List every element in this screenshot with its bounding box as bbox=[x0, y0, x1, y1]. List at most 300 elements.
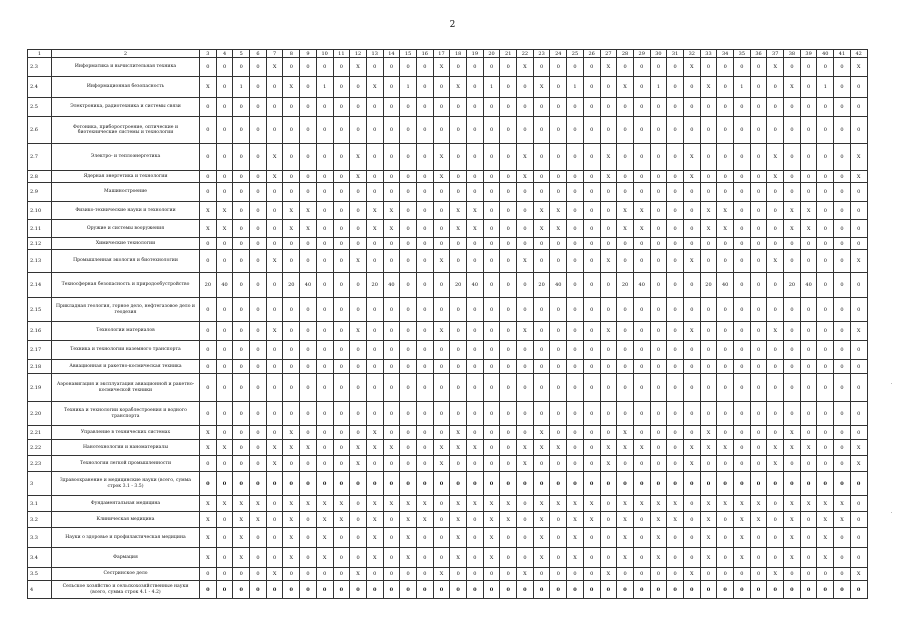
table-cell: 0 bbox=[834, 98, 851, 117]
table-cell: 0 bbox=[717, 402, 734, 426]
table-cell: 0 bbox=[467, 298, 484, 322]
table-cell: 0 bbox=[717, 581, 734, 599]
column-header: 7 bbox=[266, 50, 283, 58]
table-cell: 0 bbox=[233, 117, 250, 144]
table-cell: 0 bbox=[383, 183, 400, 202]
table-cell: 0 bbox=[800, 456, 817, 472]
table-cell: 0 bbox=[250, 322, 267, 341]
row-name: Техника и технологии кораблестроения и водного транспорта bbox=[52, 402, 200, 426]
table-cell: 0 bbox=[483, 144, 500, 171]
table-cell: 0 bbox=[533, 360, 550, 374]
table-cell: 0 bbox=[250, 568, 267, 581]
table-cell: 0 bbox=[433, 528, 450, 548]
table-cell: 0 bbox=[784, 322, 801, 341]
table-cell: 0 bbox=[617, 374, 634, 402]
table-cell: X bbox=[717, 496, 734, 512]
table-cell: 0 bbox=[266, 220, 283, 238]
table-cell: 0 bbox=[517, 183, 534, 202]
table-cell: 0 bbox=[667, 58, 684, 77]
table-cell: 0 bbox=[817, 472, 834, 496]
table-cell: 0 bbox=[450, 58, 467, 77]
column-header: 23 bbox=[533, 50, 550, 58]
table-cell: 0 bbox=[817, 360, 834, 374]
table-cell: 0 bbox=[233, 402, 250, 426]
table-cell: 0 bbox=[266, 98, 283, 117]
table-cell: 0 bbox=[667, 117, 684, 144]
table-cell: 0 bbox=[734, 202, 751, 220]
table-cell: X bbox=[850, 171, 867, 183]
table-cell: 0 bbox=[633, 144, 650, 171]
table-cell: 40 bbox=[300, 273, 317, 298]
table-cell: 0 bbox=[633, 322, 650, 341]
table-cell: 0 bbox=[300, 341, 317, 360]
table-cell: 0 bbox=[784, 402, 801, 426]
table-cell: X bbox=[683, 456, 700, 472]
table-cell: 0 bbox=[333, 472, 350, 496]
table-cell: 0 bbox=[834, 220, 851, 238]
table-cell: 0 bbox=[283, 360, 300, 374]
table-cell: 0 bbox=[366, 341, 383, 360]
table-cell: X bbox=[734, 512, 751, 528]
table-cell: 0 bbox=[734, 402, 751, 426]
table-cell: 0 bbox=[250, 374, 267, 402]
table-cell: 0 bbox=[617, 341, 634, 360]
table-cell: X bbox=[400, 496, 417, 512]
table-cell: X bbox=[600, 440, 617, 456]
table-cell: 0 bbox=[433, 98, 450, 117]
table-cell: 0 bbox=[750, 548, 767, 568]
table-cell: X bbox=[383, 202, 400, 220]
table-cell: X bbox=[233, 528, 250, 548]
table-cell: 0 bbox=[433, 117, 450, 144]
table-cell: 0 bbox=[283, 568, 300, 581]
column-header: 25 bbox=[567, 50, 584, 58]
table-cell: 0 bbox=[500, 171, 517, 183]
table-cell: X bbox=[850, 568, 867, 581]
table-cell: 0 bbox=[467, 581, 484, 599]
table-cell: 0 bbox=[817, 374, 834, 402]
table-cell: 0 bbox=[316, 456, 333, 472]
table-cell: X bbox=[266, 322, 283, 341]
table-cell: 0 bbox=[450, 117, 467, 144]
table-cell: 0 bbox=[250, 77, 267, 98]
table-cell: 0 bbox=[400, 58, 417, 77]
table-cell: 0 bbox=[717, 322, 734, 341]
table-cell: 0 bbox=[333, 440, 350, 456]
table-cell: 0 bbox=[700, 360, 717, 374]
table-cell: 0 bbox=[216, 341, 233, 360]
table-cell: 0 bbox=[383, 250, 400, 273]
table-cell: 0 bbox=[800, 144, 817, 171]
table-cell: 0 bbox=[617, 98, 634, 117]
table-cell: 0 bbox=[450, 183, 467, 202]
table-cell: 0 bbox=[667, 456, 684, 472]
table-cell: 0 bbox=[433, 512, 450, 528]
table-cell: X bbox=[517, 440, 534, 456]
table-cell: 0 bbox=[250, 250, 267, 273]
row-code: 3 bbox=[28, 472, 52, 496]
table-cell: X bbox=[633, 220, 650, 238]
table-cell: 0 bbox=[583, 528, 600, 548]
table-cell: 0 bbox=[500, 117, 517, 144]
table-cell: X bbox=[283, 426, 300, 440]
table-cell: 0 bbox=[517, 512, 534, 528]
table-cell: 0 bbox=[750, 171, 767, 183]
table-cell: X bbox=[617, 426, 634, 440]
table-cell: X bbox=[450, 496, 467, 512]
table-cell: 0 bbox=[450, 171, 467, 183]
table-row bbox=[28, 402, 868, 426]
table-cell: 0 bbox=[500, 77, 517, 98]
table-cell: 0 bbox=[233, 374, 250, 402]
column-header: 15 bbox=[400, 50, 417, 58]
table-cell: 0 bbox=[834, 202, 851, 220]
table-cell: 0 bbox=[567, 402, 584, 426]
table-cell: 0 bbox=[834, 171, 851, 183]
table-row bbox=[28, 581, 868, 599]
table-cell: 0 bbox=[266, 472, 283, 496]
table-cell: 0 bbox=[550, 512, 567, 528]
table-cell: 0 bbox=[483, 402, 500, 426]
table-cell: 0 bbox=[633, 171, 650, 183]
table-cell: 0 bbox=[467, 512, 484, 528]
table-cell: 0 bbox=[250, 440, 267, 456]
table-cell: 0 bbox=[583, 402, 600, 426]
table-cell: 0 bbox=[734, 98, 751, 117]
table-cell: 0 bbox=[717, 472, 734, 496]
table-cell: 0 bbox=[416, 472, 433, 496]
table-cell: 0 bbox=[416, 273, 433, 298]
table-cell: 0 bbox=[583, 360, 600, 374]
row-code: 2.21 bbox=[28, 426, 52, 440]
table-cell: X bbox=[700, 528, 717, 548]
table-cell: 0 bbox=[383, 472, 400, 496]
table-cell: 0 bbox=[483, 202, 500, 220]
table-cell: 0 bbox=[216, 456, 233, 472]
table-cell: 0 bbox=[250, 98, 267, 117]
table-cell: 0 bbox=[316, 374, 333, 402]
table-cell: 0 bbox=[533, 117, 550, 144]
table-cell: 0 bbox=[834, 440, 851, 456]
table-cell: 0 bbox=[483, 322, 500, 341]
table-cell: 0 bbox=[433, 220, 450, 238]
table-cell: X bbox=[433, 250, 450, 273]
table-cell: 0 bbox=[583, 183, 600, 202]
table-cell: 0 bbox=[333, 183, 350, 202]
table-cell: 0 bbox=[567, 581, 584, 599]
table-cell: X bbox=[700, 440, 717, 456]
table-cell: X bbox=[216, 220, 233, 238]
table-cell: 0 bbox=[283, 183, 300, 202]
row-code: 2.6 bbox=[28, 117, 52, 144]
table-cell: 0 bbox=[266, 77, 283, 98]
table-cell: X bbox=[700, 496, 717, 512]
table-cell: 0 bbox=[784, 183, 801, 202]
table-cell: X bbox=[633, 202, 650, 220]
table-cell: 0 bbox=[250, 528, 267, 548]
table-cell: 0 bbox=[400, 360, 417, 374]
table-cell: 0 bbox=[400, 440, 417, 456]
table-cell: 0 bbox=[467, 456, 484, 472]
table-cell: 0 bbox=[717, 250, 734, 273]
table-cell: X bbox=[366, 220, 383, 238]
table-cell: 0 bbox=[266, 512, 283, 528]
table-cell: X bbox=[767, 568, 784, 581]
table-cell: 0 bbox=[667, 273, 684, 298]
table-cell: 0 bbox=[316, 472, 333, 496]
table-cell: 0 bbox=[667, 402, 684, 426]
table-cell: 0 bbox=[467, 528, 484, 548]
table-cell: 0 bbox=[416, 77, 433, 98]
table-cell: 0 bbox=[834, 548, 851, 568]
table-cell: 0 bbox=[817, 440, 834, 456]
table-cell: 0 bbox=[383, 171, 400, 183]
table-cell: 0 bbox=[767, 273, 784, 298]
table-cell: 0 bbox=[300, 528, 317, 548]
table-cell: 0 bbox=[533, 456, 550, 472]
table-cell: 0 bbox=[216, 58, 233, 77]
table-cell: X bbox=[433, 144, 450, 171]
table-cell: 0 bbox=[750, 374, 767, 402]
table-cell: 0 bbox=[667, 472, 684, 496]
table-cell: 0 bbox=[700, 250, 717, 273]
table-cell: 0 bbox=[266, 548, 283, 568]
table-cell: 0 bbox=[467, 322, 484, 341]
table-cell: 0 bbox=[333, 171, 350, 183]
table-cell: X bbox=[533, 512, 550, 528]
table-cell: 0 bbox=[450, 456, 467, 472]
table-cell: 0 bbox=[600, 298, 617, 322]
table-cell: 0 bbox=[767, 238, 784, 250]
table-cell: X bbox=[283, 202, 300, 220]
table-cell: 0 bbox=[734, 220, 751, 238]
table-cell: X bbox=[450, 440, 467, 456]
table-cell: 0 bbox=[784, 58, 801, 77]
table-cell: 0 bbox=[366, 374, 383, 402]
table-cell: 0 bbox=[416, 548, 433, 568]
table-cell: 0 bbox=[300, 548, 317, 568]
table-cell: 0 bbox=[784, 360, 801, 374]
row-name: Электро- и теплоэнергетика bbox=[52, 144, 200, 171]
table-cell: 0 bbox=[800, 341, 817, 360]
table-cell: X bbox=[800, 440, 817, 456]
table-cell: 0 bbox=[416, 456, 433, 472]
table-cell: 0 bbox=[316, 322, 333, 341]
table-cell: X bbox=[300, 202, 317, 220]
table-cell: 0 bbox=[300, 171, 317, 183]
table-cell: X bbox=[366, 77, 383, 98]
table-cell: 0 bbox=[734, 144, 751, 171]
table-row bbox=[28, 322, 868, 341]
table-cell: 0 bbox=[567, 322, 584, 341]
table-cell: X bbox=[283, 220, 300, 238]
table-cell: X bbox=[700, 220, 717, 238]
table-cell: 0 bbox=[717, 360, 734, 374]
table-cell: 0 bbox=[316, 183, 333, 202]
table-cell: 0 bbox=[717, 298, 734, 322]
table-cell: 0 bbox=[583, 117, 600, 144]
table-cell: 0 bbox=[383, 426, 400, 440]
table-cell: 0 bbox=[600, 77, 617, 98]
table-cell: 0 bbox=[483, 456, 500, 472]
table-cell: 0 bbox=[333, 402, 350, 426]
table-cell: 0 bbox=[750, 402, 767, 426]
table-cell: 0 bbox=[633, 250, 650, 273]
table-cell: X bbox=[517, 456, 534, 472]
table-cell: X bbox=[600, 144, 617, 171]
table-cell: 0 bbox=[500, 220, 517, 238]
table-cell: X bbox=[817, 528, 834, 548]
table-cell: X bbox=[483, 512, 500, 528]
table-cell: X bbox=[533, 220, 550, 238]
table-cell: 0 bbox=[734, 440, 751, 456]
table-cell: 0 bbox=[734, 298, 751, 322]
table-cell: X bbox=[366, 440, 383, 456]
table-cell: 0 bbox=[500, 322, 517, 341]
table-cell: 0 bbox=[850, 183, 867, 202]
table-cell: 0 bbox=[366, 360, 383, 374]
table-cell: 0 bbox=[700, 238, 717, 250]
table-cell: 0 bbox=[433, 581, 450, 599]
table-cell: 0 bbox=[550, 117, 567, 144]
table-cell: X bbox=[567, 512, 584, 528]
table-cell: 0 bbox=[250, 298, 267, 322]
table-cell: 0 bbox=[300, 58, 317, 77]
table-cell: 0 bbox=[817, 171, 834, 183]
table-cell: 0 bbox=[550, 402, 567, 426]
table-row bbox=[28, 77, 868, 98]
table-cell: 0 bbox=[700, 171, 717, 183]
column-header: 34 bbox=[717, 50, 734, 58]
table-cell: 0 bbox=[467, 402, 484, 426]
table-cell: 0 bbox=[583, 77, 600, 98]
table-cell: 0 bbox=[500, 472, 517, 496]
table-cell: 0 bbox=[700, 298, 717, 322]
table-cell: 0 bbox=[316, 202, 333, 220]
table-cell: 0 bbox=[350, 528, 367, 548]
table-cell: 0 bbox=[483, 374, 500, 402]
table-cell: X bbox=[550, 440, 567, 456]
table-cell: 0 bbox=[633, 568, 650, 581]
row-code: 2.22 bbox=[28, 440, 52, 456]
table-cell: 0 bbox=[233, 440, 250, 456]
table-cell: 0 bbox=[800, 77, 817, 98]
table-cell: X bbox=[817, 496, 834, 512]
row-name: Науки о здоровье и профилактическая медицина bbox=[52, 528, 200, 548]
table-cell: 0 bbox=[583, 374, 600, 402]
table-cell: 0 bbox=[500, 402, 517, 426]
table-cell: 0 bbox=[734, 238, 751, 250]
table-cell: 0 bbox=[650, 220, 667, 238]
table-cell: 0 bbox=[400, 298, 417, 322]
table-cell: 0 bbox=[667, 360, 684, 374]
table-cell: 0 bbox=[650, 341, 667, 360]
table-cell: X bbox=[483, 496, 500, 512]
table-cell: 0 bbox=[283, 98, 300, 117]
table-cell: 0 bbox=[683, 77, 700, 98]
data-table bbox=[27, 49, 868, 599]
table-cell: X bbox=[300, 220, 317, 238]
table-cell: 0 bbox=[650, 374, 667, 402]
table-cell: 0 bbox=[266, 117, 283, 144]
table-cell: 0 bbox=[283, 144, 300, 171]
table-cell: X bbox=[767, 322, 784, 341]
row-code: 2.11 bbox=[28, 220, 52, 238]
table-cell: 0 bbox=[667, 250, 684, 273]
table-cell: X bbox=[600, 171, 617, 183]
table-cell: 0 bbox=[416, 341, 433, 360]
table-cell: 0 bbox=[617, 183, 634, 202]
table-cell: 0 bbox=[250, 360, 267, 374]
table-cell: 0 bbox=[683, 202, 700, 220]
table-cell: 0 bbox=[567, 440, 584, 456]
row-code: 2.18 bbox=[28, 360, 52, 374]
row-code: 2.23 bbox=[28, 456, 52, 472]
table-cell: 0 bbox=[784, 581, 801, 599]
table-cell: 0 bbox=[350, 512, 367, 528]
table-cell: 0 bbox=[767, 341, 784, 360]
table-cell: X bbox=[784, 496, 801, 512]
table-cell: 0 bbox=[283, 374, 300, 402]
table-cell: 0 bbox=[567, 117, 584, 144]
table-cell: X bbox=[467, 202, 484, 220]
table-cell: 0 bbox=[300, 568, 317, 581]
table-cell: 0 bbox=[734, 472, 751, 496]
table-cell: 0 bbox=[467, 374, 484, 402]
row-code: 2.20 bbox=[28, 402, 52, 426]
table-cell: 0 bbox=[266, 581, 283, 599]
table-cell: 0 bbox=[350, 548, 367, 568]
table-cell: 0 bbox=[750, 144, 767, 171]
table-cell: 0 bbox=[517, 298, 534, 322]
table-cell: 0 bbox=[483, 298, 500, 322]
table-cell: 0 bbox=[800, 528, 817, 548]
table-cell: 0 bbox=[533, 402, 550, 426]
table-cell: 20 bbox=[784, 273, 801, 298]
column-header: 13 bbox=[366, 50, 383, 58]
table-cell: 0 bbox=[467, 250, 484, 273]
table-cell: 0 bbox=[283, 322, 300, 341]
table-cell: 0 bbox=[550, 528, 567, 548]
table-cell: 0 bbox=[500, 374, 517, 402]
table-cell: 0 bbox=[216, 117, 233, 144]
table-cell: 0 bbox=[316, 117, 333, 144]
table-cell: 0 bbox=[216, 98, 233, 117]
column-header: 26 bbox=[583, 50, 600, 58]
table-cell: 0 bbox=[366, 402, 383, 426]
column-header: 4 bbox=[216, 50, 233, 58]
table-cell: 0 bbox=[667, 374, 684, 402]
table-cell: 0 bbox=[216, 298, 233, 322]
row-name: Управление в технических системах bbox=[52, 426, 200, 440]
table-cell: 0 bbox=[834, 426, 851, 440]
table-cell: 0 bbox=[517, 426, 534, 440]
table-cell: 0 bbox=[767, 402, 784, 426]
row-name: Технологии легкой промышленности bbox=[52, 456, 200, 472]
table-cell: 0 bbox=[233, 171, 250, 183]
table-cell: 0 bbox=[216, 171, 233, 183]
table-cell: 0 bbox=[400, 426, 417, 440]
table-cell: X bbox=[216, 496, 233, 512]
table-cell: 0 bbox=[483, 426, 500, 440]
table-cell: 0 bbox=[400, 117, 417, 144]
table-cell: 0 bbox=[800, 426, 817, 440]
table-cell: 0 bbox=[416, 440, 433, 456]
table-cell: 0 bbox=[850, 98, 867, 117]
row-code: 2.4 bbox=[28, 77, 52, 98]
table-cell: X bbox=[750, 496, 767, 512]
table-cell: X bbox=[600, 456, 617, 472]
